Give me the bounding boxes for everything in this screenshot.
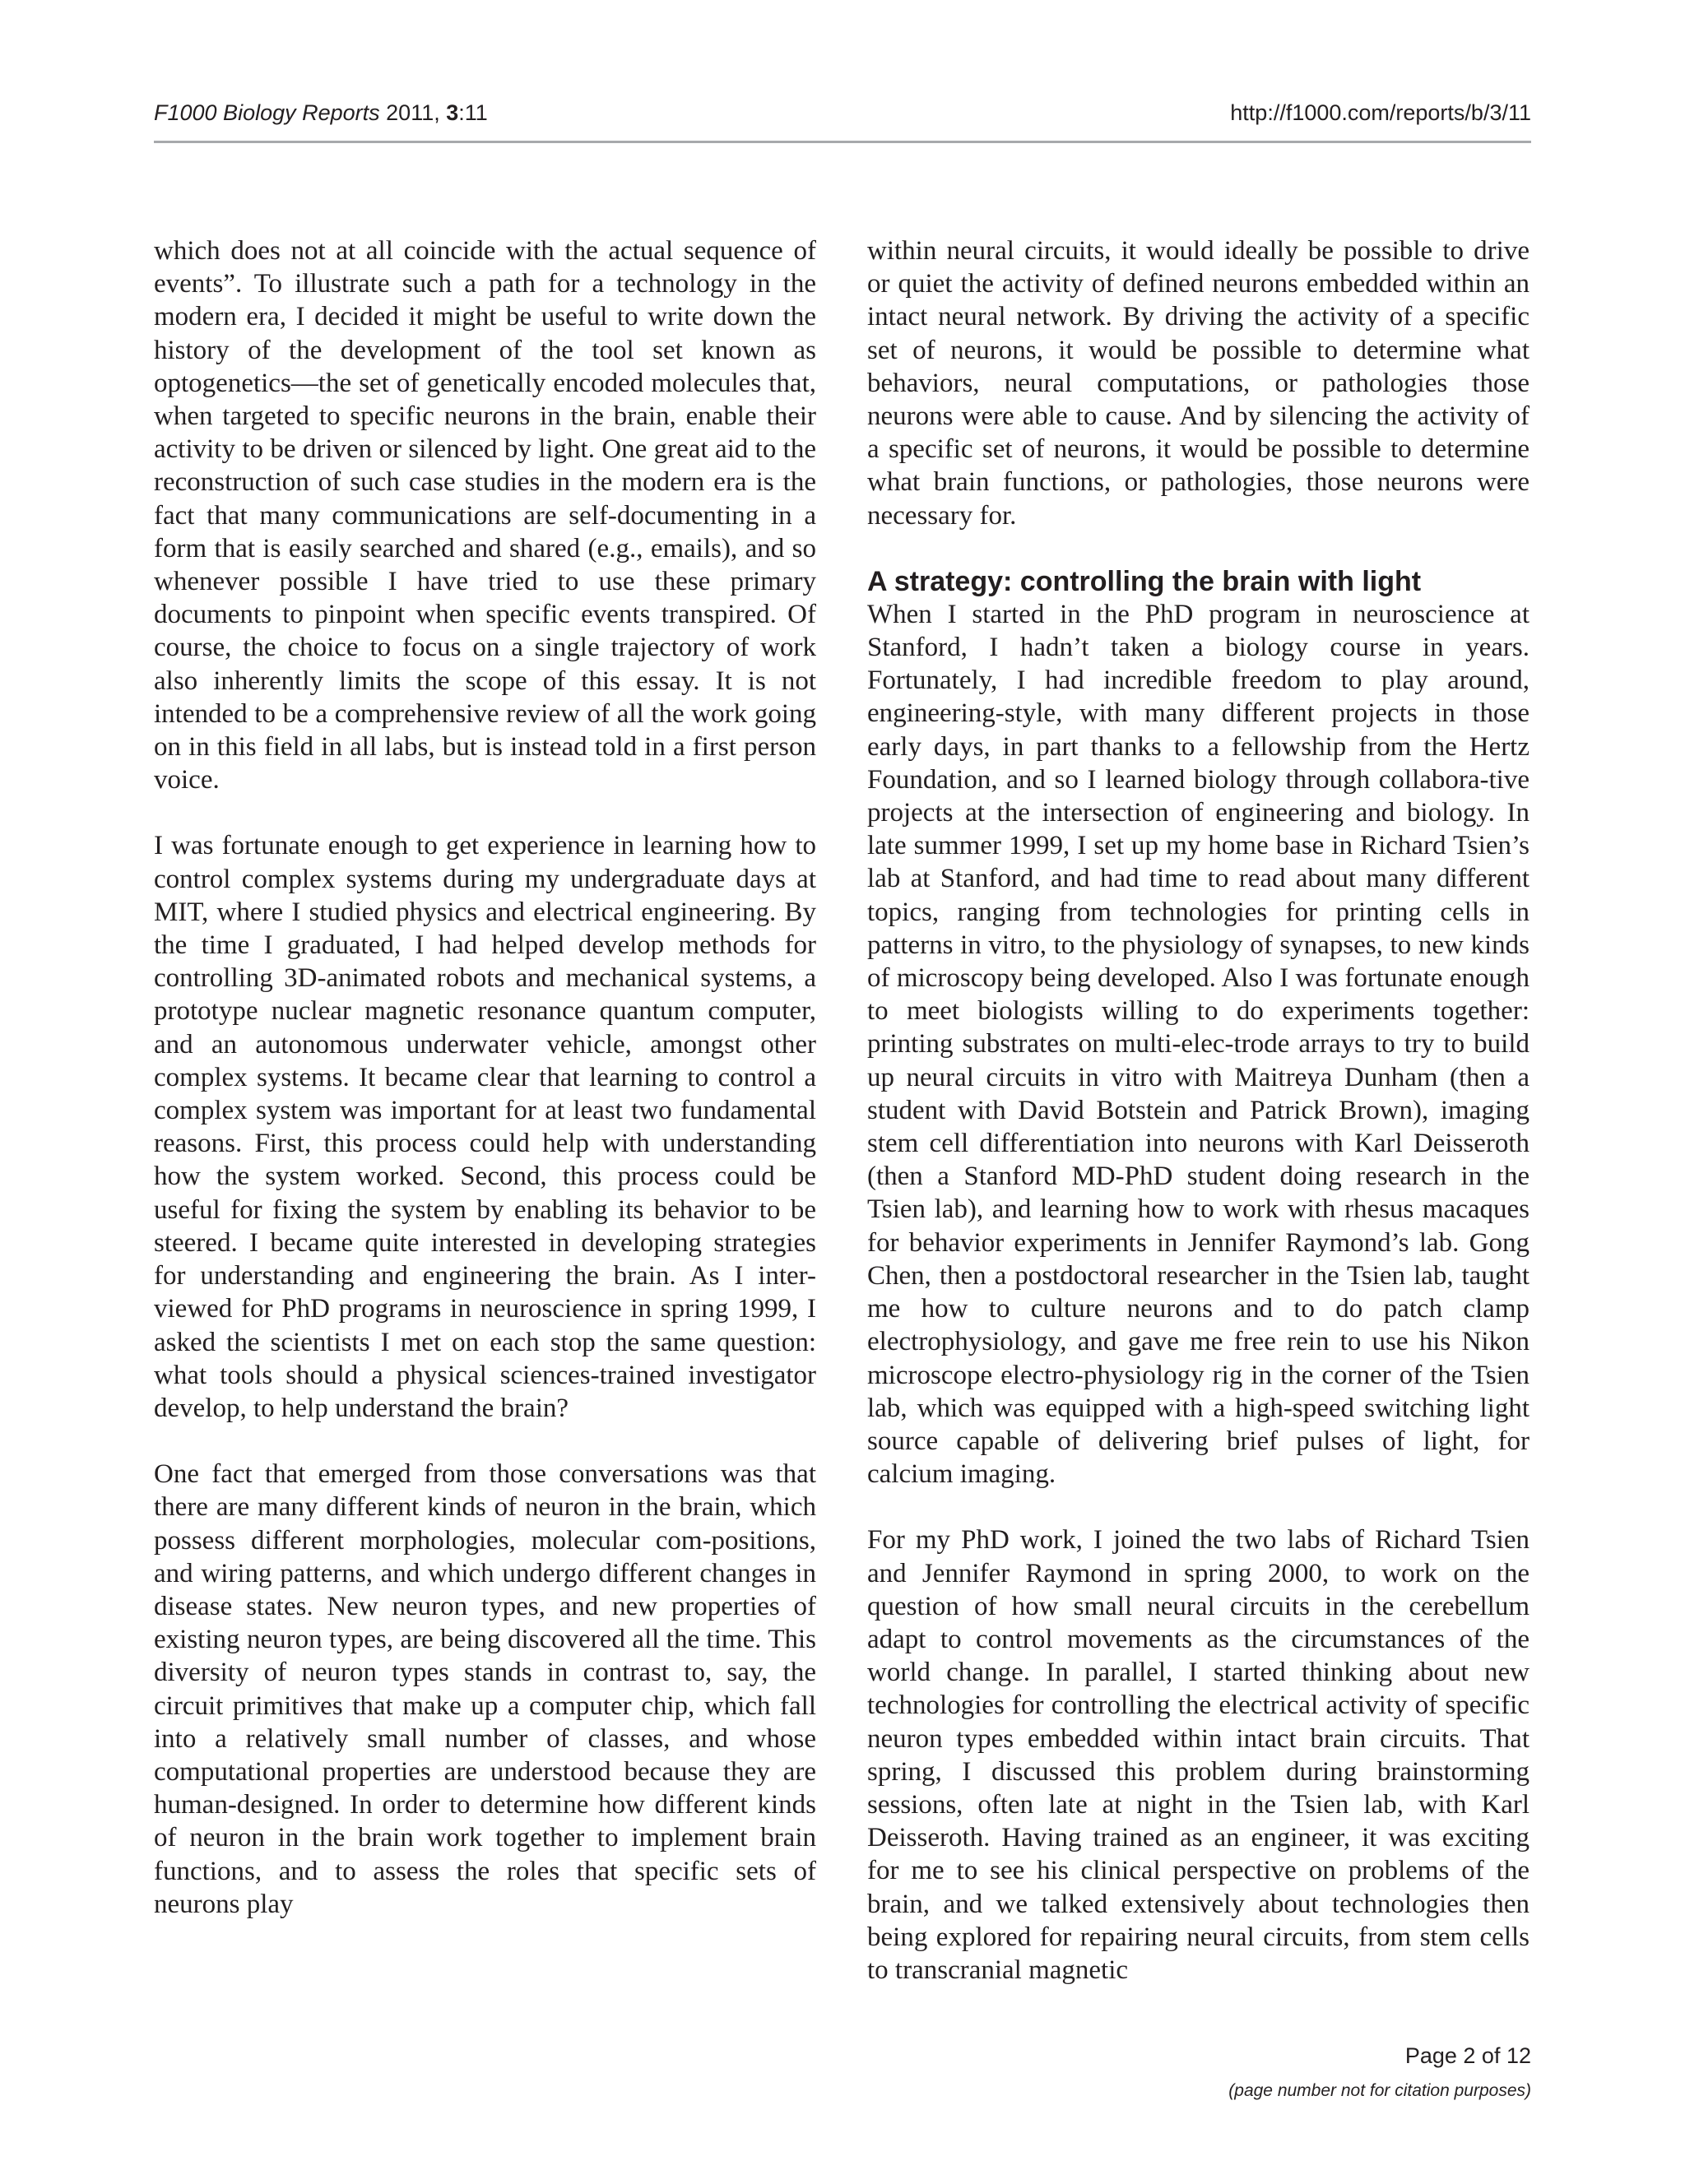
right-column xyxy=(867,234,1529,2019)
body-paragraph: For my PhD work, I joined the two labs of Richard Tsien and Jennifer Raymond in spring 2000, to work on the question of how small neural circuits in the cerebellum adapt to control movements as the circumstances of the world change. In parallel, I started thinking about new technologies for controlling the electrical activity of specific neuron types embedded within intact brain circuits. That spring, I discussed this problem during brainstorming sessions, often late at night in the Tsien lab, with Karl Deisseroth. Having trained as an engineer, it was exciting for me to see his clinical perspective on problems of the brain, and we talked extensively about technologies then being explored for repairing neural circuits, from stem cells to transcranial magnetic xyxy=(867,1525,1529,1985)
journal-volume: 3 xyxy=(446,100,459,125)
running-header xyxy=(154,92,1531,141)
article-url[interactable]: http://f1000.com/reports/b/3/11 xyxy=(1230,100,1531,125)
body-paragraph: I was fortunate enough to get experience in learning how to control complex systems during my undergraduate days at MIT, where I studied physics and electrical engineering. By the time I graduated, I had helped develop methods for controlling 3D-animated robots and mechanical systems, a prototype nuclear magnetic resonance quantum computer, and an autonomous underwater vehicle, amongst other complex systems. It became clear that learning to control a complex system was important for at least two fundamental reasons. First, this process could help with understanding how the system worked. Second, this process could be useful for fixing the system by enabling its behavior to be steered. I became quite interested in developing strategies for understanding and engineering the brain. As I inter-viewed for PhD programs in neuroscience in spring 1999, I asked the scientists I met on each stop the same question: what tools should a physical sciences-trained investigator develop, to help understand the brain? xyxy=(154,831,816,1423)
left-column xyxy=(154,234,816,1954)
section-heading: A strategy: controlling the brain with light xyxy=(867,565,1422,597)
header-divider xyxy=(154,141,1531,143)
page-number: Page 2 of 12 xyxy=(1404,2043,1531,2068)
body-paragraph: which does not at all coincide with the actual sequence of events”. To illustrate such a path for a technology in the modern era, I decided it might be useful to write down the history of the development of the tool set known as optogenetics—the set of genetically encoded molecules that, when targeted to specific neurons in the brain, enable their activity to be driven or silenced by light. One great aid to the reconstruction of such case studies in the modern era is the fact that many communications are self-documenting in a form that is easily searched and shared (e.g., emails), and so whenever possible I have tried to use these primary documents to pinpoint when specific events transpired. Of course, the choice to focus on a single trajectory of work also inherently limits the scope of this essay. It is not intended to be a comprehensive review of all the work going on in this field in all labs, but is instead told in a first person voice. xyxy=(154,236,816,795)
body-paragraph: When I started in the PhD program in neuroscience at Stanford, I hadn’t taken a biology course in years. Fortunately, I had incredible freedom to play around, engineering-style, with many different projects in those early days, in part thanks to a fellowship from the Hertz Foundation, and so I learned biology through collabora-tive projects at the intersection of engineering and biology. In late summer 1999, I set up my home base in Richard Tsien’s lab at Stanford, and had time to read about many different topics, ranging from technologies for printing cells in patterns in vitro, to the physiology of synapses, to new kinds of microscopy being developed. Also I was fortunate enough to meet biologists willing to do experiments together: printing substrates on multi-elec-trode arrays to try to build up neural circuits in vitro with Maitreya Dunham (then a student with David Botstein and Patrick Brown), imaging stem cell differentiation into neurons with Karl Deisseroth (then a Stanford MD-PhD student doing research in the Tsien lab), and learning how to work with rhesus macaques for behavior experiments in Jennifer Raymond’s lab. Gong Chen, then a postdoctoral researcher in the Tsien lab, taught me how to culture neurons and to do patch clamp electrophysiology, and gave me free rein to use his Nikon microscope electro-physiology rig in the corner of the Tsien lab, which was equipped with a high-speed switching light source capable of delivering brief pulses of light, for calcium imaging. xyxy=(867,599,1529,1490)
journal-name: F1000 Biology Reports xyxy=(154,100,380,125)
body-paragraph: within neural circuits, it would ideally be possible to drive or quiet the activity of defined neurons embedded within an intact neural network. By driving the activity of a specific set of neurons, it would be possible to determine what behaviors, neural computations, or pathologies those neurons were able to cause. And by silencing the activity of a specific set of neurons, it would be possible to determine what brain functions, or pathologies, those neurons were necessary for. xyxy=(867,236,1529,531)
body-paragraph: One fact that emerged from those conversations was that there are many different kinds of neuron in the brain, which possess different morphologies, molecular com-positions, and wiring patterns, and which undergo different changes in disease states. New neuron types, and new properties of existing neuron types, are being discovered all the time. This diversity of neuron types stands in contrast to, say, the circuit primitives that make up a computer chip, which fall into a relatively small number of classes, and whose computational properties are understood because they are human-designed. In order to determine how different kinds of neuron in the brain work together to implement brain functions, and to assess the roles that specific sets of neurons play xyxy=(154,1459,816,1919)
page-number-note: (page number not for citation purposes) xyxy=(1228,2081,1531,2100)
article-number: :11 xyxy=(458,100,488,125)
journal-citation xyxy=(154,100,488,126)
journal-year: 2011, xyxy=(379,100,447,125)
